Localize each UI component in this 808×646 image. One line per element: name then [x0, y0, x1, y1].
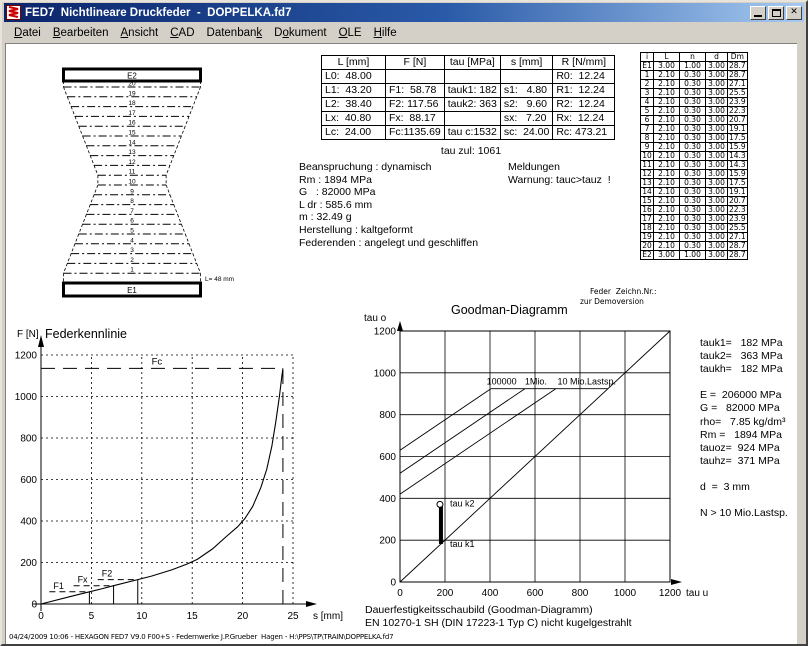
coil-row-cell: 3.00	[654, 62, 680, 71]
coil-row-cell: 3.00	[706, 134, 728, 143]
coil-row-cell: 15	[642, 196, 652, 205]
results-row-header-cell: R [N/mm]	[553, 56, 615, 70]
coil-row-cell: 2.10	[654, 152, 680, 161]
coil-row-cell: 15.9	[729, 142, 746, 151]
coil-row-cell: 3.00	[706, 107, 728, 116]
coil-row-cell: 3.00	[706, 152, 728, 161]
coil-row-cell: 12	[642, 169, 652, 178]
coil-row-cell: 0.30	[680, 224, 706, 233]
coil-row-cell: 11	[642, 160, 652, 169]
menu-item-datenbank[interactable]: Datenbank	[206, 26, 263, 39]
svg-text:1200: 1200	[373, 326, 396, 338]
coil-row-cell: 25.5	[729, 223, 746, 232]
svg-text:800: 800	[20, 433, 37, 445]
svg-text:16: 16	[128, 119, 136, 127]
results-row-cell	[444, 112, 500, 126]
coil-row-cell: 3.00	[706, 242, 728, 251]
coil-row-cell: 0.30	[680, 161, 706, 170]
svg-text:200: 200	[379, 535, 396, 547]
drawing-note-line1: Feder Zeichn.Nr.:	[590, 287, 657, 296]
results-row-cell: R0: 12.24	[553, 70, 615, 84]
coil-row-cell: 22.3	[729, 106, 746, 115]
results-row-cell: Rx: 12.24	[553, 112, 615, 126]
coil-row-cell: 2.10	[654, 224, 680, 233]
coil-row-cell: 13	[642, 178, 652, 187]
coil-row-cell: 10	[642, 151, 652, 160]
coil-row-cell: 28.7	[729, 70, 746, 79]
warning-text: Warnung: tauc>tauz !	[508, 173, 611, 186]
footnote-line1: Dauerfestigkeitsschaubild (Goodman-Diagramm)	[365, 604, 593, 616]
goodman-value-line: N > 10 Mio.Lastsp.	[700, 507, 788, 520]
menu-item-ansicht[interactable]: Ansicht	[120, 26, 159, 39]
coil-row-cell: 19.1	[729, 124, 746, 133]
svg-text:18: 18	[128, 100, 136, 108]
coil-row-cell: 3.00	[706, 116, 728, 125]
coil-row-cell: 5	[641, 107, 654, 116]
info-line: Beanspruchung : dynamisch	[299, 161, 432, 173]
coil-row-cell: 9	[641, 143, 654, 152]
messages-title: Meldungen	[508, 161, 560, 173]
content-area	[5, 43, 797, 644]
results-row-cell: F1: 58.78	[386, 84, 445, 98]
coil-row-cell: 14	[642, 187, 652, 196]
messages-block	[508, 161, 611, 186]
results-row-header-cell: L [mm]	[322, 56, 386, 70]
results-row-cell: s1: 4.80	[500, 84, 553, 98]
results-row-header	[322, 56, 615, 70]
coil-row-cell: 3.00	[706, 170, 728, 179]
svg-text:200: 200	[20, 558, 37, 569]
coil-row-cell: 3.00	[706, 71, 728, 80]
svg-text:tau k2: tau k2	[449, 498, 475, 509]
coil-row-cell: 16	[642, 205, 652, 214]
coil-row-cell: 0.30	[680, 71, 706, 80]
coil-row-cell: 2.10	[654, 98, 680, 107]
coil-row-cell: 27.1	[729, 79, 746, 88]
results-row-cell: tauk2: 363	[444, 98, 500, 112]
goodman-value-line	[700, 494, 788, 507]
coil-table	[640, 52, 748, 260]
coil-row-cell: 0.30	[680, 152, 706, 161]
coil-row-cell: 17	[642, 214, 652, 223]
svg-text:1200: 1200	[14, 350, 37, 362]
coil-row-cell: 1.00	[680, 251, 706, 260]
coil-row-cell: 3.00	[706, 206, 728, 215]
goodman-value-line: taukh= 182 MPa	[700, 363, 783, 376]
svg-text:6: 6	[130, 217, 134, 225]
results-row-cell: tauk1: 182	[444, 84, 500, 98]
svg-text:800: 800	[571, 588, 589, 599]
svg-text:10: 10	[136, 611, 148, 622]
coil-row-cell: 2.10	[654, 242, 680, 251]
coil-row-cell: 2.10	[654, 143, 680, 152]
svg-text:Federkennlinie: Federkennlinie	[45, 327, 127, 341]
coil-row-cell: 2.10	[654, 134, 680, 143]
coil-row-cell: 3.00	[706, 197, 728, 206]
svg-text:1000: 1000	[14, 392, 37, 403]
coil-row-header-cell: d	[706, 53, 728, 62]
svg-text:5: 5	[88, 611, 95, 622]
results-row-cell: Fc:1135.69	[386, 126, 445, 140]
coil-row-cell: 2.10	[654, 206, 680, 215]
coil-row	[641, 251, 748, 260]
coil-row-cell: E1	[642, 61, 652, 70]
coil-row-header-cell: L	[654, 53, 680, 62]
coil-row-cell: 23.9	[729, 214, 746, 223]
coil-row-cell: 6	[641, 116, 654, 125]
coil-row-cell: 28.7	[729, 61, 746, 70]
svg-text:s [mm]: s [mm]	[313, 611, 343, 622]
menu-item-hilfe[interactable]: Hilfe	[373, 26, 397, 39]
coil-row-cell: 19.1	[729, 187, 746, 196]
svg-text:600: 600	[379, 451, 396, 463]
results-row-cell: tau c:1532	[444, 126, 500, 140]
results-row-cell: R1: 12.24	[553, 84, 615, 98]
coil-row-cell: 22.3	[729, 205, 746, 214]
menu-item-dokument[interactable]: Dokument	[274, 26, 327, 39]
coil-row-cell: 3.00	[706, 224, 728, 233]
results-row-cell	[500, 70, 553, 84]
svg-text:4: 4	[130, 237, 134, 245]
titlebar[interactable]	[4, 3, 804, 22]
coil-row-cell: 0.30	[680, 206, 706, 215]
coil-row-cell: 0.30	[680, 107, 706, 116]
svg-text:tau o: tau o	[364, 313, 387, 324]
coil-row-cell: 19	[642, 232, 652, 241]
results-row-cell: Rc: 473.21	[553, 126, 615, 140]
svg-text:7: 7	[130, 207, 134, 215]
coil-row-cell: 3	[641, 89, 654, 98]
federkennlinie-chart	[11, 321, 363, 631]
svg-text:15: 15	[128, 129, 136, 137]
results-row-cell: Lx: 40.80	[322, 112, 386, 126]
spring-drawing	[47, 61, 272, 306]
svg-text:13: 13	[128, 149, 136, 157]
coil-row-cell: 17.5	[729, 133, 746, 142]
coil-row-cell: 2.10	[654, 80, 680, 89]
coil-row-cell: 8	[641, 134, 654, 143]
coil-row-cell: 0.30	[680, 134, 706, 143]
coil-row-cell: E2	[642, 250, 652, 259]
coil-row-cell: 0.30	[680, 98, 706, 107]
goodman-value-line: rho= 7.85 kg/dm³	[700, 415, 786, 428]
coil-row-cell: 1.00	[680, 62, 706, 71]
coil-row-cell: 3.00	[654, 251, 680, 260]
svg-text:Fx: Fx	[77, 574, 88, 585]
results-row-cell: F2: 117.56	[386, 98, 445, 112]
minimize-icon	[754, 15, 762, 17]
goodman-value-line: tauhz= 371 MPa	[700, 454, 780, 467]
svg-text:11: 11	[128, 168, 136, 176]
coil-row-cell: 2.10	[654, 170, 680, 179]
results-row	[322, 126, 615, 140]
svg-text:0: 0	[38, 611, 44, 622]
coil-row-cell: 3.00	[706, 251, 728, 260]
svg-text:1200: 1200	[658, 588, 682, 599]
svg-text:0: 0	[390, 577, 396, 589]
coil-row-cell: 2.10	[654, 215, 680, 224]
coil-row-cell: 28.7	[729, 241, 746, 250]
svg-text:400: 400	[481, 588, 499, 599]
svg-text:1: 1	[130, 266, 134, 274]
coil-row-cell: 20.7	[729, 115, 746, 124]
coil-row-cell: 2.10	[654, 71, 680, 80]
menu-item-ole[interactable]: OLE	[338, 26, 362, 39]
results-row-cell: L1: 43.20	[322, 84, 386, 98]
coil-row-cell: 23.9	[729, 97, 746, 106]
coil-row-cell: 0.30	[680, 116, 706, 125]
results-row	[322, 112, 615, 126]
coil-row-cell: 18	[642, 223, 652, 232]
coil-row-cell: 14.3	[729, 160, 746, 169]
results-table	[321, 55, 615, 140]
svg-text:3: 3	[130, 247, 134, 255]
goodman-value-line: tauk2= 363 MPa	[700, 350, 783, 363]
results-row-cell	[386, 70, 445, 84]
coil-row-cell: 0.30	[680, 197, 706, 206]
goodman-value-line: tauk1= 182 MPa	[700, 337, 783, 349]
coil-row-cell: 15.9	[729, 169, 746, 178]
coil-row-cell: 0.30	[680, 89, 706, 98]
coil-row-cell: 3.00	[706, 188, 728, 197]
coil-row-cell: 0.30	[680, 170, 706, 179]
coil-row-cell: 3.00	[706, 179, 728, 188]
svg-text:25: 25	[287, 611, 299, 622]
svg-text:E1: E1	[127, 286, 137, 295]
results-row-header-cell: F [N]	[386, 56, 445, 70]
goodman-value-line	[700, 376, 788, 389]
coil-row-cell: 2.10	[654, 89, 680, 98]
svg-text:1000: 1000	[613, 588, 637, 599]
goodman-value-line: tauoz= 924 MPa	[700, 441, 780, 454]
svg-text:1Mio.: 1Mio.	[524, 376, 547, 387]
goodman-values-block	[700, 337, 788, 520]
results-row-cell: Lc: 24.00	[322, 126, 386, 140]
minimize-button[interactable]	[750, 6, 766, 20]
coil-row-cell: 2.10	[654, 233, 680, 242]
footnote-line2: EN 10270-1 SH (DIN 17223-1 Typ C) nicht kugelgestrahlt	[365, 616, 632, 629]
svg-text:0: 0	[31, 599, 37, 611]
svg-text:Fc: Fc	[151, 356, 163, 368]
coil-row-cell: 25.5	[729, 88, 746, 97]
results-row-cell: L2: 38.40	[322, 98, 386, 112]
svg-text:F2: F2	[101, 568, 113, 579]
info-line: m : 32.49 g	[299, 211, 352, 224]
coil-row-cell: 28.7	[729, 250, 746, 259]
coil-row-cell: 7	[641, 125, 654, 134]
goodman-value-line: d = 3 mm	[700, 481, 750, 494]
coil-row-cell: 2	[641, 80, 654, 89]
svg-text:15: 15	[186, 611, 198, 622]
coil-row-cell: 0.30	[680, 242, 706, 251]
coil-row-cell: 3.00	[706, 89, 728, 98]
svg-text:1000: 1000	[373, 368, 396, 380]
goodman-chart	[361, 299, 719, 604]
info-line: Rm : 1894 MPa	[299, 173, 372, 186]
maximize-icon	[772, 9, 781, 17]
menubar	[4, 23, 804, 42]
svg-text:600: 600	[526, 588, 544, 599]
tau-zul-value: tau zul: 1061	[440, 145, 502, 157]
coil-row-cell: 2.10	[654, 179, 680, 188]
goodman-value-line: Rm = 1894 MPa	[700, 428, 782, 441]
window-title: FED7 Nichtlineare Druckfeder - DOPPELKA.fd7	[25, 6, 292, 19]
results-row-cell: Fx: 88.17	[386, 112, 445, 126]
svg-text:200: 200	[436, 588, 454, 599]
menu-item-datei[interactable]: Datei	[14, 26, 41, 39]
coil-row-cell: 0.30	[680, 215, 706, 224]
svg-text:400: 400	[379, 493, 396, 505]
status-line: 04/24/2009 10:06 - HEXAGON FED7 V9.0 F00+S - Federnwerke J.P.Grueber Hagen - H:\PPS\TP\TRAIN\DOPPELKA.fd7	[9, 633, 394, 641]
coil-row-cell: 20	[642, 241, 652, 250]
coil-row-cell: 3.00	[706, 62, 728, 71]
coil-row-cell: 27.1	[729, 232, 746, 241]
coil-row-cell: 3.00	[706, 215, 728, 224]
info-line: Federenden : angelegt und geschliffen	[299, 236, 479, 249]
svg-text:E2: E2	[127, 71, 137, 81]
svg-text:Goodman-Diagramm: Goodman-Diagramm	[451, 303, 568, 317]
info-line: Herstellung : kaltgeformt	[299, 223, 413, 236]
results-row-header-cell: tau [MPa]	[444, 56, 500, 70]
results-row-header-cell: s [mm]	[500, 56, 553, 70]
svg-text:tau k1: tau k1	[449, 538, 475, 549]
coil-row-cell: 2.10	[654, 161, 680, 170]
svg-text:600: 600	[20, 475, 37, 486]
results-row	[322, 84, 615, 98]
coil-row-cell: 0.30	[680, 233, 706, 242]
coil-row-cell: 0.30	[680, 80, 706, 89]
coil-row-cell: 14.3	[729, 151, 746, 160]
app-icon	[6, 5, 21, 20]
results-row	[322, 98, 615, 112]
goodman-footnote	[365, 604, 632, 629]
coil-row-cell: 2.10	[654, 116, 680, 125]
svg-text:L= 48 mm: L= 48 mm	[205, 276, 235, 283]
svg-text:0: 0	[397, 588, 403, 599]
coil-row-cell: 2.10	[654, 188, 680, 197]
coil-row-header-cell: i	[641, 53, 654, 62]
coil-row-cell: 0.30	[680, 143, 706, 152]
coil-row-cell: 2.10	[654, 107, 680, 116]
coil-row-cell: 3.00	[706, 98, 728, 107]
coil-row-cell: 2.10	[654, 125, 680, 134]
coil-row-cell: 0.30	[680, 125, 706, 134]
svg-text:F [N]: F [N]	[17, 329, 39, 340]
results-row-cell: sx: 7.20	[500, 112, 553, 126]
svg-text:20: 20	[237, 611, 249, 622]
svg-text:17: 17	[128, 109, 136, 117]
menu-item-cad[interactable]: CAD	[170, 26, 195, 39]
results-row	[322, 70, 615, 84]
results-row-cell: R2: 12.24	[553, 98, 615, 112]
svg-text:tau u: tau u	[686, 588, 709, 599]
results-row-cell	[444, 70, 500, 84]
svg-text:9: 9	[130, 188, 134, 196]
results-row-cell: s2: 9.60	[500, 98, 553, 112]
spring-info-block	[299, 161, 478, 249]
coil-row-cell: 3.00	[706, 233, 728, 242]
info-line: G : 82000 MPa	[299, 186, 376, 199]
close-icon: ✕	[790, 7, 798, 17]
svg-text:100000: 100000	[486, 376, 517, 387]
drawing-note-line2: zur Demoversion	[580, 297, 644, 306]
svg-text:F1: F1	[53, 580, 64, 591]
coil-row-header-cell: n	[680, 53, 706, 62]
svg-text:19: 19	[128, 90, 136, 98]
info-line: L dr : 585.6 mm	[299, 198, 373, 211]
svg-text:5: 5	[130, 227, 134, 235]
coil-row-cell: 2.10	[654, 197, 680, 206]
coil-row-cell: 0.30	[680, 188, 706, 197]
coil-row-cell: 1	[641, 71, 654, 80]
coil-row-cell: 4	[641, 98, 654, 107]
svg-text:8: 8	[130, 198, 134, 206]
results-row-cell: sc: 24.00	[500, 126, 553, 140]
svg-text:400: 400	[20, 516, 37, 528]
close-button[interactable]	[786, 6, 802, 20]
coil-row-header-cell: Dm	[728, 53, 748, 62]
goodman-value-line	[700, 468, 788, 481]
coil-row-cell: 3.00	[706, 80, 728, 89]
maximize-button[interactable]	[768, 6, 784, 20]
svg-text:12: 12	[128, 158, 136, 166]
svg-text:10 Mio.Lastsp.: 10 Mio.Lastsp.	[557, 376, 617, 387]
svg-text:2: 2	[130, 256, 134, 264]
svg-text:14: 14	[128, 139, 136, 147]
coil-row-cell: 3.00	[706, 125, 728, 134]
coil-row-cell: 3.00	[706, 161, 728, 170]
goodman-value-line: G = 82000 MPa	[700, 402, 780, 415]
svg-text:10: 10	[128, 178, 136, 186]
results-row-cell: L0: 48.00	[322, 70, 386, 84]
menu-item-bearbeiten[interactable]: Bearbeiten	[52, 26, 109, 39]
coil-row-cell: 20.7	[729, 196, 746, 205]
coil-row-cell: 3.00	[706, 143, 728, 152]
coil-row-cell: 17.5	[729, 178, 746, 187]
coil-row-cell: 0.30	[680, 179, 706, 188]
svg-text:800: 800	[379, 410, 396, 422]
svg-text:20: 20	[128, 80, 136, 88]
goodman-value-line: E = 206000 MPa	[700, 389, 782, 402]
